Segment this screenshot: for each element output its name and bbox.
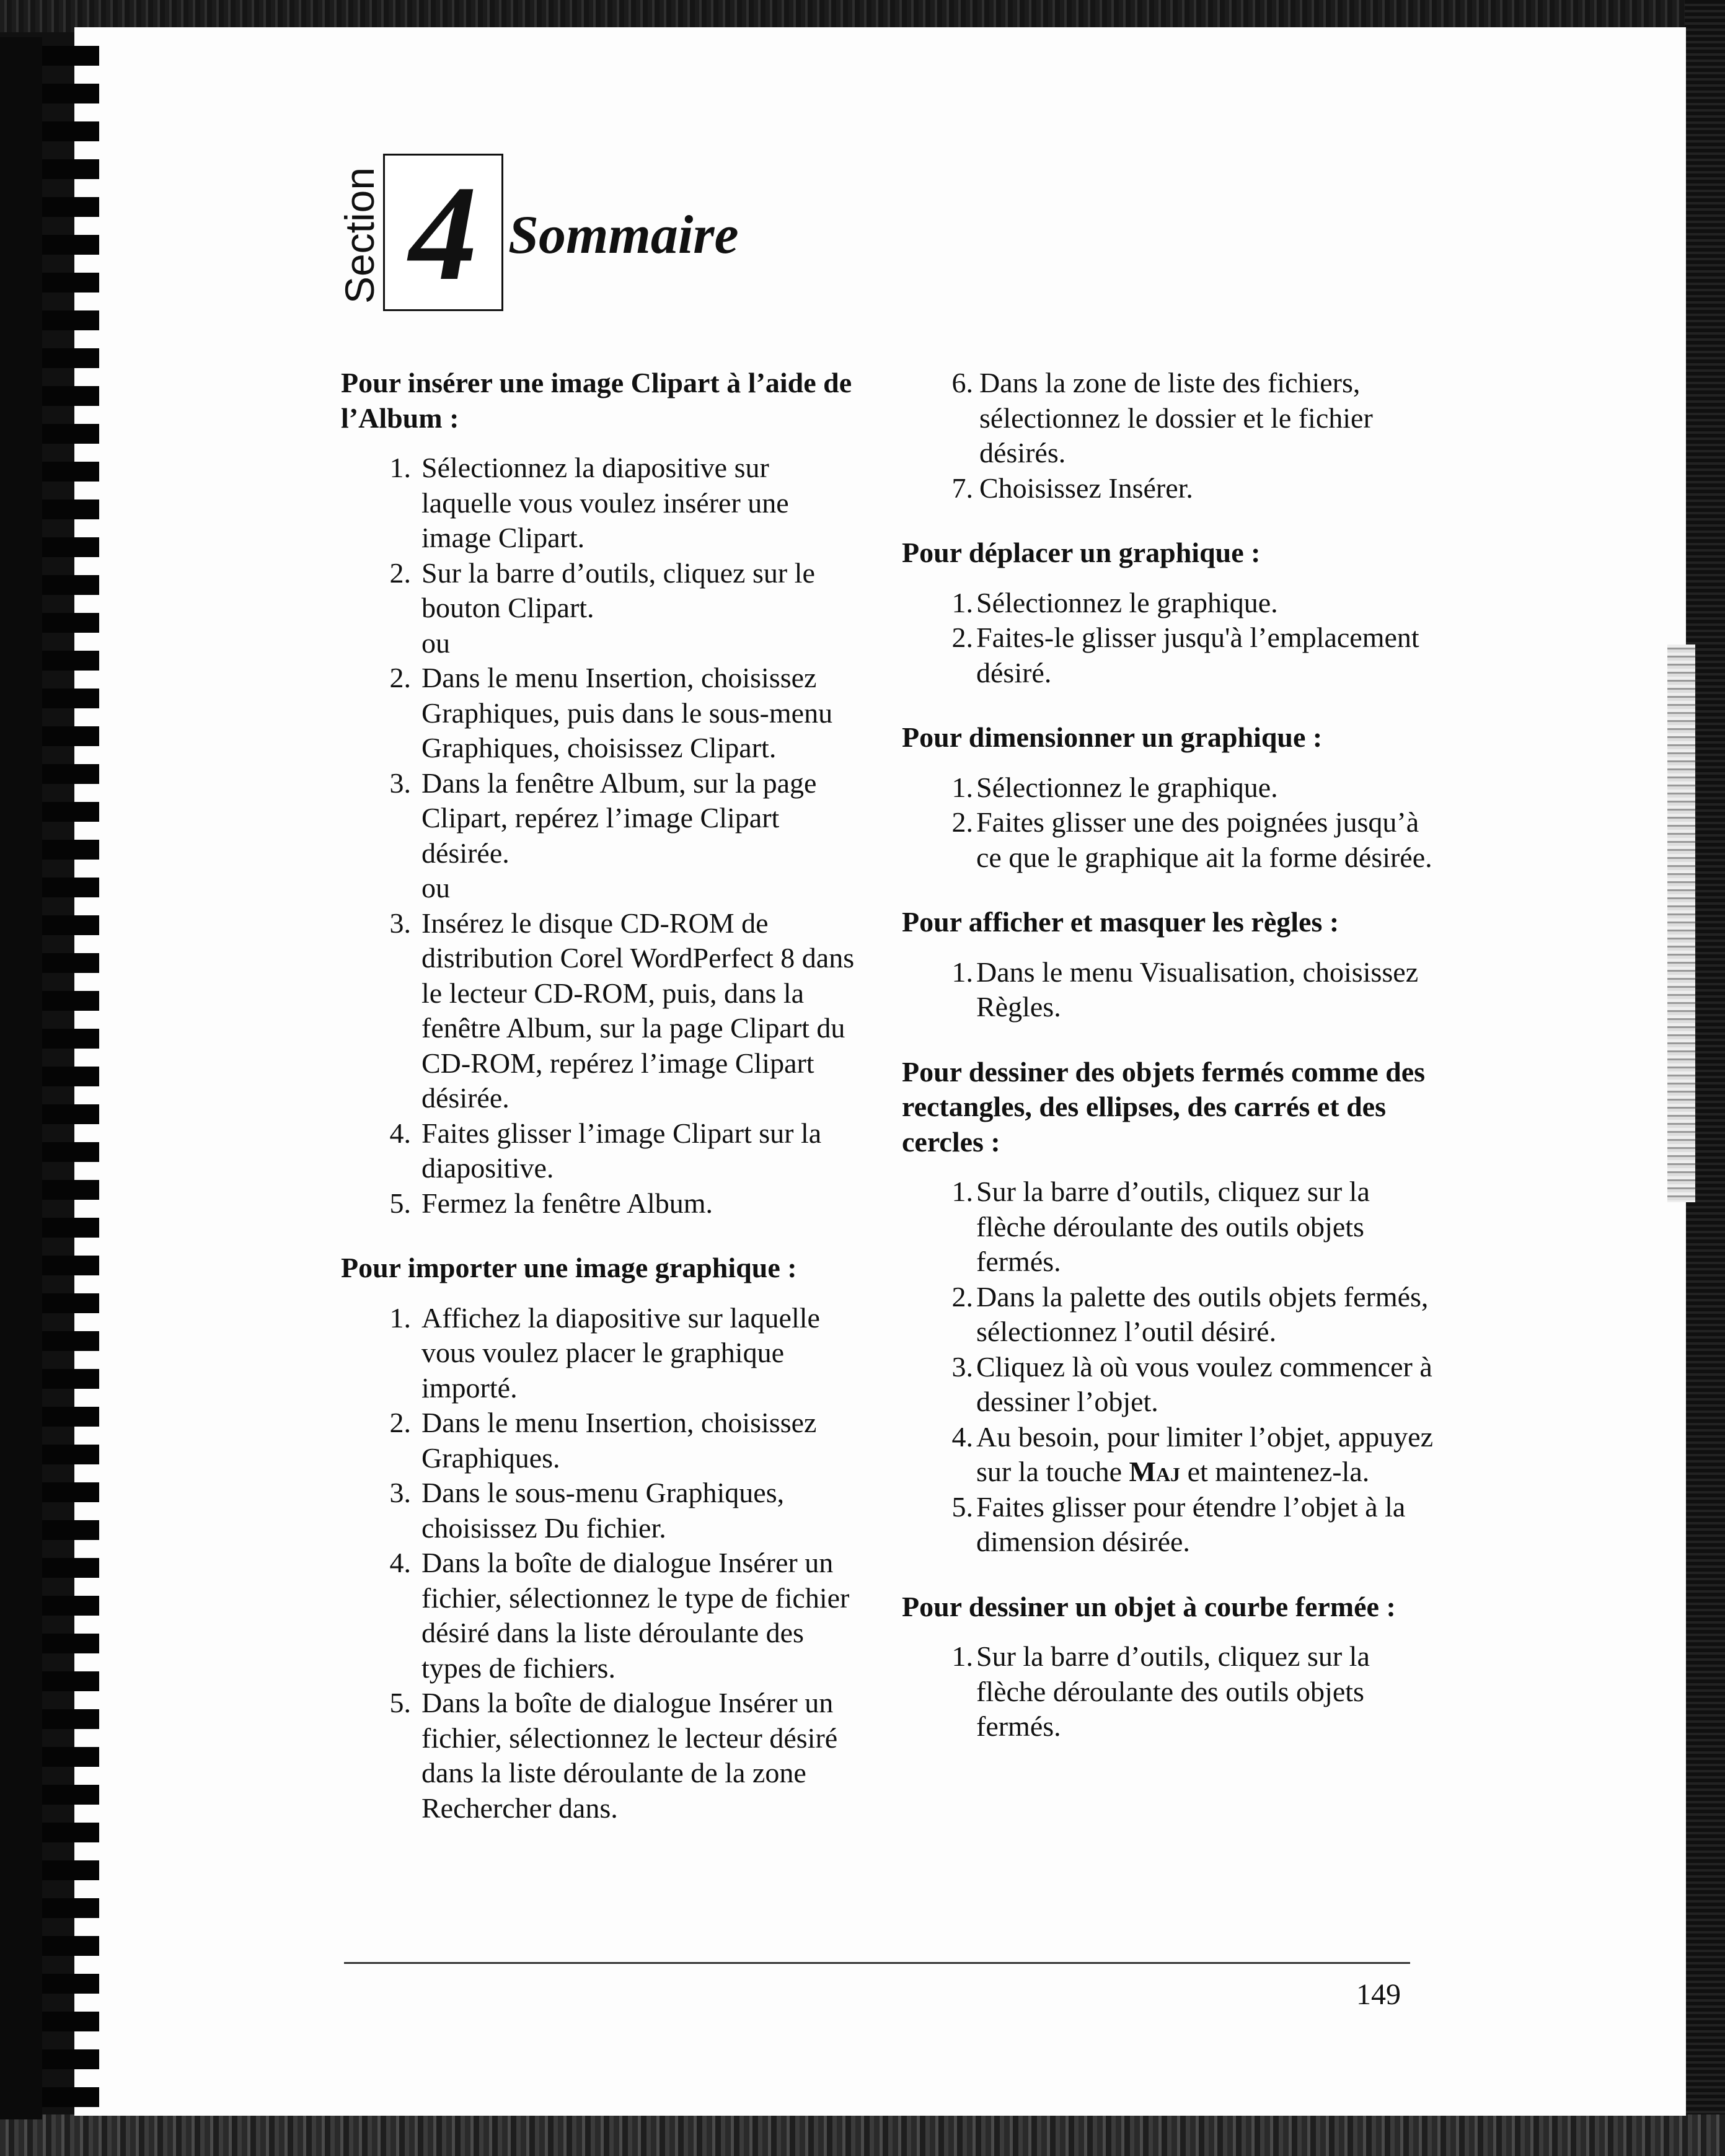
step-text: Dans la palette des outils objets fermés, sélectionnez l’outil désiré. — [976, 1280, 1429, 1347]
step-text: Sélectionnez la diapositive sur laquelle vous voulez insérer une image Clipart. — [421, 452, 789, 553]
step-number: 2. — [389, 557, 411, 589]
list-item — [902, 1350, 1435, 1420]
list-item — [341, 1186, 855, 1221]
step-text: Sur la barre d’outils, cliquez sur la flèche déroulante des outils objets fermés. — [976, 1176, 1370, 1277]
section-number-box — [383, 154, 503, 311]
step-text: Dans le menu Insertion, choisissez Graphiques, puis dans le sous-menu Graphiques, choisissez Clipart. — [421, 662, 833, 763]
list-item — [341, 1116, 855, 1186]
step-number: 1. — [951, 956, 973, 988]
list-item — [341, 1406, 855, 1476]
section-insert-clipart — [341, 366, 855, 1221]
step-text: Dans la zone de liste des fichiers, sélectionnez le dossier et le fichier désirés. — [979, 367, 1373, 469]
section-title: Pour dessiner des objets fermés comme des rectangles, des ellipses, des carrés et des cercles : — [902, 1055, 1426, 1158]
list-item — [902, 770, 1435, 806]
step-number: 1. — [951, 1640, 973, 1672]
step-text: Dans la boîte de dialogue Insérer un fichier, sélectionnez le lecteur désiré dans la liste déroulante de la zone Rechercher dans. — [421, 1687, 838, 1824]
footer-rule — [344, 1962, 1410, 1964]
step-number: 2. — [951, 622, 973, 653]
step-text: Affichez la diapositive sur laquelle vous voulez placer le graphique importé. — [421, 1301, 820, 1404]
step-number: 7. — [951, 472, 973, 504]
right-column — [902, 366, 1435, 1745]
step-number: 1. — [389, 452, 411, 483]
section-number: 4 — [409, 157, 477, 309]
list-item — [341, 451, 855, 556]
step-text: Dans la fenêtre Album, sur la page Clipart, repérez l’image Clipart désirée. — [421, 767, 817, 869]
step-number: 1. — [951, 771, 973, 803]
step-text: et maintenez-la. — [1180, 1456, 1370, 1487]
step-text: Choisissez Insérer. — [979, 472, 1193, 504]
step-text: Cliquez là où vous voulez commencer à dessiner l’objet. — [976, 1350, 1432, 1417]
step-text: Faites glisser l’image Clipart sur la diapositive. — [421, 1117, 822, 1184]
spiral-binding — [0, 37, 99, 2119]
left-column — [341, 366, 855, 1826]
steps-list — [902, 586, 1435, 691]
step-number: 3. — [389, 767, 411, 799]
step-text: Dans la boîte de dialogue Insérer un fichier, sélectionnez le type de fichier désiré dans la liste déroulante des types de fichiers. — [421, 1547, 850, 1684]
step-text: Fermez la fenêtre Album. — [421, 1187, 713, 1219]
list-item — [341, 766, 855, 871]
step-number: 1. — [389, 1301, 411, 1334]
section-title: Pour déplacer un graphique : — [902, 537, 1261, 568]
steps-list — [341, 451, 855, 1221]
page-title: Sommaire — [508, 205, 739, 265]
section-draw-closed-objects — [902, 1055, 1435, 1560]
alternative-or: ou — [421, 872, 450, 904]
section-title: Pour importer une image graphique : — [341, 1252, 797, 1283]
step-number: 1. — [951, 586, 973, 618]
step-number: 3. — [389, 907, 411, 939]
step-text: Dans le menu Insertion, choisissez Graphiques. — [421, 1407, 817, 1474]
list-item — [341, 1546, 855, 1686]
list-item — [902, 1280, 1435, 1350]
list-item — [341, 1476, 855, 1546]
page-edge-texture — [1667, 645, 1695, 1202]
step-number: 5. — [951, 1490, 973, 1523]
alternative-or: ou — [421, 627, 450, 659]
step-number: 2. — [951, 806, 973, 838]
list-item — [902, 620, 1435, 690]
section-title: Pour dimensionner un graphique : — [902, 721, 1323, 753]
step-text: Sur la barre d’outils, cliquez sur le bouton Clipart. — [421, 557, 815, 623]
list-item — [341, 1686, 855, 1826]
step-text: Au besoin, pour limiter l’objet, appuyez sur la touche — [976, 1420, 1434, 1487]
steps-list — [902, 955, 1435, 1025]
section-import-graphic — [341, 1251, 855, 1826]
list-item — [902, 1490, 1435, 1560]
section-label — [338, 158, 381, 313]
list-item — [341, 1301, 855, 1406]
section-draw-closed-curve — [902, 1590, 1435, 1745]
section-label-text: Section — [337, 167, 382, 304]
step-number: 2. — [389, 662, 411, 693]
section-resize-graphic — [902, 720, 1435, 875]
scan-border-bottom — [0, 2114, 1725, 2156]
steps-list — [341, 1301, 855, 1826]
step-number: 5. — [389, 1687, 411, 1718]
list-item — [902, 586, 1435, 621]
list-item — [341, 556, 855, 626]
section-title: Pour insérer une image Clipart à l’aide de l’Album : — [341, 367, 852, 434]
section-continued — [902, 366, 1435, 506]
steps-list — [902, 366, 1435, 506]
step-number: 1. — [951, 1176, 973, 1207]
step-text: Dans le menu Visualisation, choisissez Règles. — [976, 956, 1419, 1023]
section-title: Pour afficher et masquer les règles : — [902, 906, 1339, 938]
section-title: Pour dessiner un objet à courbe fermée : — [902, 1590, 1396, 1622]
step-text: Faites glisser une des poignées jusqu’à ce que le graphique ait la forme désirée. — [976, 806, 1432, 873]
page-number: 149 — [1356, 1978, 1401, 2011]
step-text: Faites-le glisser jusqu'à l’emplacement désiré. — [976, 622, 1419, 689]
keyboard-key: Maj — [1129, 1456, 1181, 1487]
step-number: 6. — [951, 367, 973, 398]
step-number: 2. — [951, 1280, 973, 1313]
step-text: Dans le sous-menu Graphiques, choisissez Du fichier. — [421, 1477, 785, 1544]
list-item — [902, 805, 1435, 875]
list-item — [902, 471, 1435, 506]
step-text: Insérez le disque CD-ROM de distribution Corel WordPerfect 8 dans le lecteur CD-ROM, puis, dans la fenêtre Album, sur la page Clipart du CD-ROM, repérez l’image Clipart désirée. — [421, 907, 855, 1114]
step-text: Faites glisser pour étendre l’objet à la dimension désirée. — [976, 1490, 1406, 1557]
step-text: Sélectionnez le graphique. — [976, 771, 1278, 803]
step-number: 3. — [389, 1477, 411, 1508]
steps-list — [902, 1639, 1435, 1745]
step-text: Sélectionnez le graphique. — [976, 586, 1278, 618]
document-page — [74, 27, 1686, 2116]
list-item — [902, 1174, 1435, 1280]
step-text: Sur la barre d’outils, cliquez sur la flèche déroulante des outils objets fermés. — [976, 1640, 1370, 1742]
step-number: 4. — [389, 1117, 411, 1149]
list-item — [902, 1420, 1435, 1490]
section-move-graphic — [902, 535, 1435, 690]
list-item — [902, 955, 1435, 1025]
steps-list — [902, 1174, 1435, 1560]
step-number: 3. — [951, 1350, 973, 1383]
step-number: 4. — [951, 1420, 973, 1453]
list-item — [341, 906, 855, 1116]
step-number: 5. — [389, 1187, 411, 1219]
list-item — [902, 1639, 1435, 1745]
steps-list — [902, 770, 1435, 876]
list-item — [902, 366, 1435, 471]
section-show-rulers — [902, 905, 1435, 1025]
step-number: 4. — [389, 1547, 411, 1578]
list-item — [341, 661, 855, 766]
step-number: 2. — [389, 1407, 411, 1438]
